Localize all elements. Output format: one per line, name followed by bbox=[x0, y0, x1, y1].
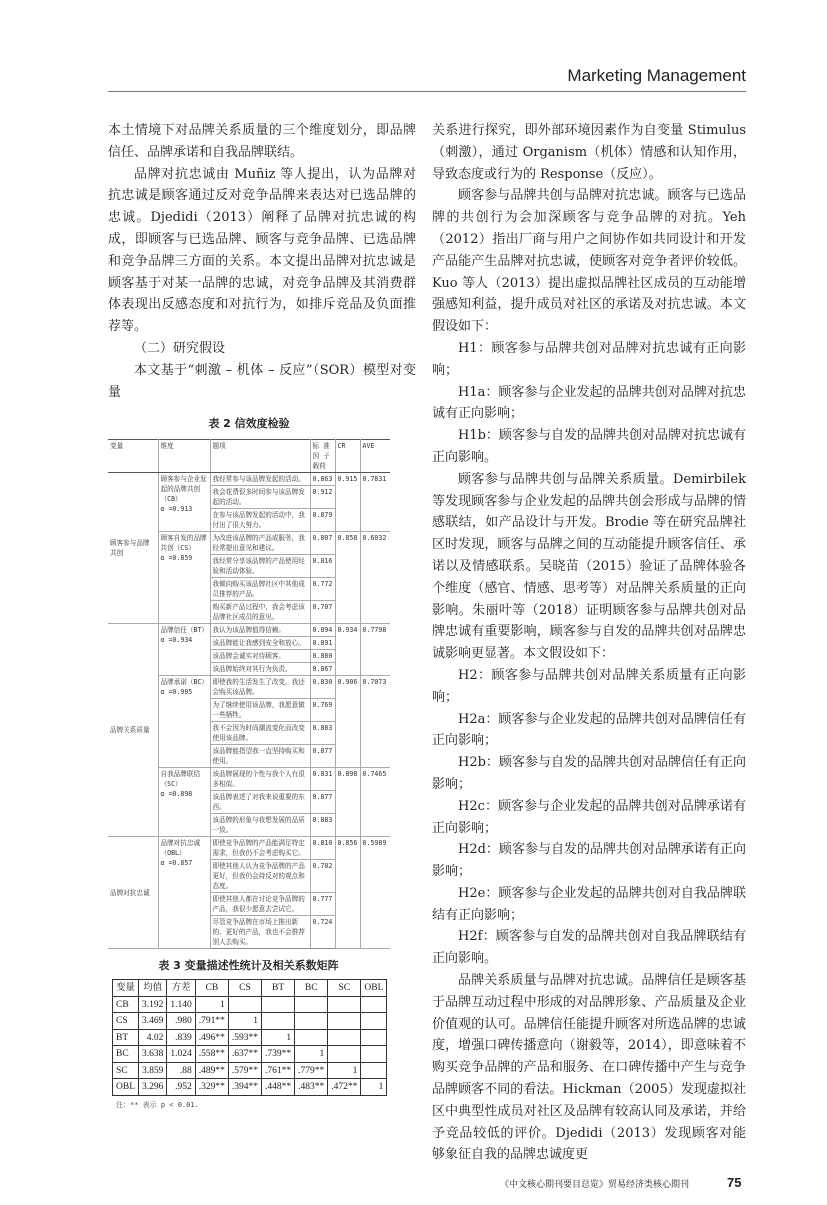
table-cell bbox=[361, 1029, 387, 1046]
paragraph: H2d：顾客参与自发的品牌共创对品牌承诺有正向影响； bbox=[432, 842, 746, 880]
factor-loading: 0.891 bbox=[310, 637, 335, 650]
paragraph: H2e：顾客参与企业发起的品牌共创对自我品牌联结有正向影响； bbox=[432, 885, 746, 923]
factor-loading: 0.772 bbox=[310, 578, 335, 601]
column-header: OBL bbox=[361, 980, 387, 997]
column-header: 标 准 因 子 载荷 bbox=[310, 440, 335, 473]
item-text: 该品牌能指望我一直坚持购买和使用。 bbox=[210, 745, 310, 768]
factor-loading: 0.863 bbox=[310, 473, 335, 486]
item-text: 尽管竞争品牌在市场上推出新的、更好的产品，我也不会推荐别人去购买。 bbox=[210, 916, 310, 949]
column-header: SC bbox=[328, 980, 361, 997]
table-cell: 3.192 bbox=[139, 996, 167, 1013]
paragraph: 本文基于“刺激 – 机体 – 反应”（SOR）模型对变量 bbox=[108, 362, 416, 400]
table-cell bbox=[361, 1046, 387, 1063]
ave-value: 0.7465 bbox=[360, 768, 390, 837]
factor-loading: 0.707 bbox=[310, 601, 335, 624]
ave-value: 0.7073 bbox=[360, 676, 390, 768]
table-cell: .448** bbox=[262, 1079, 295, 1096]
table-cell: .791** bbox=[195, 1013, 228, 1030]
cr-value: 0.906 bbox=[335, 676, 360, 768]
table-row bbox=[113, 996, 387, 1013]
factor-loading: 0.894 bbox=[310, 624, 335, 637]
factor-loading: 0.724 bbox=[310, 916, 335, 949]
table-row bbox=[113, 1013, 387, 1030]
dimension-name: 品牌对抗忠诚（OBL） bbox=[160, 839, 201, 858]
table-cell: CB bbox=[113, 996, 139, 1013]
table-cell bbox=[328, 1046, 361, 1063]
dimension-cell bbox=[158, 676, 210, 768]
table-cell: BT bbox=[113, 1029, 139, 1046]
table-cell bbox=[295, 1013, 328, 1030]
paragraph: H2f：顾客参与自发的品牌共创对自我品牌联结有正向影响。 bbox=[432, 929, 746, 967]
table-cell: SC bbox=[113, 1062, 139, 1079]
factor-loading: 0.883 bbox=[310, 814, 335, 837]
dimension-name: 品牌承诺（BC） bbox=[160, 678, 209, 687]
factor-loading: 0.877 bbox=[310, 791, 335, 814]
paragraph: H2a：顾客参与企业发起的品牌共创对品牌信任有正向影响； bbox=[432, 711, 746, 749]
table-cell: 1 bbox=[228, 1013, 261, 1030]
paragraph: H2：顾客参与品牌共创对品牌关系质量有正向影响； bbox=[432, 667, 746, 705]
item-text: 即使其他人都在讨论竞争品牌的产品，我很少愿意去尝试它。 bbox=[210, 893, 310, 916]
table-cell: .839 bbox=[167, 1029, 195, 1046]
table-cell bbox=[328, 1013, 361, 1030]
column-header: AVE bbox=[360, 440, 390, 473]
item-text: 我不会因为时尚潮流变化而改变使用该品牌。 bbox=[210, 722, 310, 745]
paragraph: H1a：顾客参与企业发起的品牌共创对品牌对抗忠诚有正向影响； bbox=[432, 384, 746, 422]
factor-loading: 0.883 bbox=[310, 722, 335, 745]
dimension-cell bbox=[158, 768, 210, 837]
table-cell: 3.859 bbox=[139, 1062, 167, 1079]
item-text: 我经常参与该品牌发起的活动。 bbox=[210, 473, 310, 486]
header-rule bbox=[108, 91, 746, 92]
table-cell bbox=[328, 996, 361, 1013]
item-text: 在参与该品牌发起的活动中，我付出了很大努力。 bbox=[210, 509, 310, 532]
item-text: 为改进该品牌的产品或服务，我经常提出意见和建议。 bbox=[210, 532, 310, 555]
ave-value: 0.7831 bbox=[360, 473, 390, 532]
table-cell: CS bbox=[113, 1013, 139, 1030]
table-cell: .739** bbox=[262, 1046, 295, 1063]
table-cell: .329** bbox=[195, 1079, 228, 1096]
table-cell: .779** bbox=[295, 1062, 328, 1079]
table-cell: 3.469 bbox=[139, 1013, 167, 1030]
table-cell: .483** bbox=[295, 1079, 328, 1096]
table-cell: 1.140 bbox=[167, 996, 195, 1013]
cr-value: 0.915 bbox=[335, 473, 360, 532]
paragraph: H2c：顾客参与企业发起的品牌共创对品牌承诺有正向影响； bbox=[432, 798, 746, 836]
table-cell: 1 bbox=[328, 1062, 361, 1079]
reliability-validity-table bbox=[108, 439, 390, 949]
cr-value: 0.856 bbox=[335, 837, 360, 949]
table2-caption: 表 2 信效度检验 bbox=[208, 417, 290, 431]
table-cell bbox=[262, 996, 295, 1013]
item-text: 我会花费很多时间参与该品牌发起的活动。 bbox=[210, 486, 310, 509]
item-text: 购买新产品过程中，我会考虑该品牌社区成员的意见。 bbox=[210, 601, 310, 624]
item-text: 即使我的生活发生了改变，我还会购买该品牌。 bbox=[210, 676, 310, 699]
item-text: 该品牌始终对其行为负责。 bbox=[210, 663, 310, 676]
paragraph: 关系进行探究，即外部环境因素作为自变量 Stimulus（刺激），通过 Organism（机体）情感和认知作用，导致态度或行为的 Response（反应）。 bbox=[432, 123, 746, 182]
paragraph: 顾客参与品牌共创与品牌关系质量。Demirbilek 等发现顾客参与企业发起的品牌共创会形成与品牌的情感联结，如产品设计与开发。Brodie 等在研究品牌社区时发现，顾客与品牌之间的互动能提升顾客信任、承诺以及情感联系。吴晓苗（2015）验证了品牌体验各个维度（感官、情感、思考等）对品牌关系质量的正向影响。朱丽叶等（2018）证明顾客参与品牌共创对品牌忠诚有重要影响，顾客参与自发的品牌共创对品牌忠诚影响更显著。本文假设如下： bbox=[432, 471, 746, 662]
table-cell bbox=[328, 1029, 361, 1046]
item-text: 我倾向购买该品牌社区中其他成员推荐的产品。 bbox=[210, 578, 310, 601]
factor-loading: 0.782 bbox=[310, 860, 335, 893]
variable-cell: 顾客参与品牌共创 bbox=[108, 473, 158, 624]
dimension-cell bbox=[158, 837, 210, 949]
table-cell bbox=[361, 1062, 387, 1079]
table-cell: .579** bbox=[228, 1062, 261, 1079]
table-cell: .496** bbox=[195, 1029, 228, 1046]
table-cell bbox=[361, 1013, 387, 1030]
dimension-name: 品牌信任（BT） bbox=[160, 626, 209, 635]
paragraph: H1b：顾客参与自发的品牌共创对品牌对抗忠诚有正向影响。 bbox=[432, 428, 746, 465]
item-text: 该品牌的形象与我想发展的品质一致。 bbox=[210, 814, 310, 837]
paragraph: 本土情境下对品牌关系质量的三个维度划分，即品牌信任、品牌承诺和自我品牌联结。 bbox=[108, 123, 416, 160]
factor-loading: 0.877 bbox=[310, 745, 335, 768]
column-header: CB bbox=[195, 980, 228, 997]
table-row bbox=[113, 1029, 387, 1046]
ave-value: 0.6032 bbox=[360, 532, 390, 624]
item-text: 即使其他人认为竞争品牌的产品更好，但我仍会持反对的观点和态度。 bbox=[210, 860, 310, 893]
table-cell: 1 bbox=[361, 1079, 387, 1096]
alpha-value: α =0.913 bbox=[160, 505, 193, 514]
table-cell bbox=[361, 996, 387, 1013]
alpha-value: α =0.857 bbox=[160, 859, 193, 868]
column-header: 变量 bbox=[108, 440, 158, 473]
table-cell: 1 bbox=[295, 1046, 328, 1063]
table-cell bbox=[228, 996, 261, 1013]
cr-value: 0.858 bbox=[335, 532, 360, 624]
table-cell bbox=[295, 1029, 328, 1046]
table-cell: .593** bbox=[228, 1029, 261, 1046]
item-text: 该品牌展现的个性与我个人有很多相似。 bbox=[210, 768, 310, 791]
table-row bbox=[113, 1046, 387, 1063]
table-row bbox=[108, 624, 390, 637]
dimension-cell bbox=[158, 532, 210, 624]
cr-value: 0.898 bbox=[335, 768, 360, 837]
variable-cell: 品牌对抗忠诚 bbox=[108, 837, 158, 949]
paragraph: 顾客参与品牌共创与品牌对抗忠诚。顾客与已选品牌的共创行为会加深顾客与竞争品牌的对抗。Yeh（2012）指出厂商与用户之间协作如共同设计和开发产品能产生品牌对抗忠诚，使顾客对竞争者评价较低。Kuo 等人（2013）提出虚拟品牌社区成员的互动能增强感知利益，提升成员对社区的承诺及对抗忠诚。本文假设如下： bbox=[432, 188, 746, 335]
table3-caption: 表 3 变量描述性统计及相关系数矩阵 bbox=[158, 959, 339, 973]
column-header: CR bbox=[335, 440, 360, 473]
dimension-cell bbox=[158, 473, 210, 532]
table-row bbox=[113, 1062, 387, 1079]
dimension-cell bbox=[158, 624, 210, 676]
item-text: 即使竞争品牌的产品能满足特定需求，但我仍不会考虑购买它。 bbox=[210, 837, 310, 860]
factor-loading: 0.867 bbox=[310, 663, 335, 676]
column-header: 维度 bbox=[158, 440, 210, 473]
table-row bbox=[113, 1079, 387, 1096]
table-cell: .980 bbox=[167, 1013, 195, 1030]
table-cell: .952 bbox=[167, 1079, 195, 1096]
column-header: CS bbox=[228, 980, 261, 997]
running-header: Marketing Management bbox=[567, 66, 746, 85]
alpha-value: α =0.934 bbox=[160, 636, 193, 645]
table-cell: .558** bbox=[195, 1046, 228, 1063]
factor-loading: 0.816 bbox=[310, 555, 335, 578]
table-cell bbox=[262, 1013, 295, 1030]
table-cell: .394** bbox=[228, 1079, 261, 1096]
paragraph: H1：顾客参与品牌共创对品牌对抗忠诚有正向影响； bbox=[432, 340, 746, 378]
left-column bbox=[108, 120, 416, 1110]
paragraph: 品牌对抗忠诚由 Muñiz 等人提出，认为品牌对抗忠诚是顾客通过反对竞争品牌来表达对已选品牌的忠诚。Djedidi（2013）阐释了品牌对抗忠诚的构成，即顾客与已选品牌、顾客与竞争品牌、已选品牌和竞争品牌三方面的关系。本文提出品牌对抗忠诚是顾客基于对某一品牌的忠诚，对竞争品牌及其消费群体表现出反感态度和对抗行为，如排斥竞品及负面推荐等。 bbox=[108, 166, 416, 335]
cr-value: 0.934 bbox=[335, 624, 360, 676]
factor-loading: 0.830 bbox=[310, 676, 335, 699]
table-cell: OBL bbox=[113, 1079, 139, 1096]
table-cell: 3.638 bbox=[139, 1046, 167, 1063]
page-number: 75 bbox=[727, 1175, 742, 1190]
item-text: 该品牌表述了对我来说重要的东西。 bbox=[210, 791, 310, 814]
dimension-name: 顾客自发的品牌共创（CS） bbox=[160, 534, 207, 553]
item-text: 该品牌会诚实对待顾客。 bbox=[210, 650, 310, 663]
factor-loading: 0.912 bbox=[310, 486, 335, 509]
table-cell: 4.02 bbox=[139, 1029, 167, 1046]
dimension-name: 自我品牌联结（SC） bbox=[160, 770, 201, 789]
table-header-row bbox=[113, 980, 387, 997]
ave-value: 0.7798 bbox=[360, 624, 390, 676]
correlation-matrix-table bbox=[112, 979, 387, 1096]
column-header: 方差 bbox=[167, 980, 195, 997]
item-text: 为了继续使用该品牌，我愿意做一些牺牲。 bbox=[210, 699, 310, 722]
table-cell: 3.296 bbox=[139, 1079, 167, 1096]
table-cell: 1.024 bbox=[167, 1046, 195, 1063]
alpha-value: α =0.905 bbox=[160, 688, 193, 697]
column-header: BC bbox=[295, 980, 328, 997]
alpha-value: α =0.859 bbox=[160, 554, 193, 563]
item-text: 该品牌能让我感到安全和放心。 bbox=[210, 637, 310, 650]
column-header: BT bbox=[262, 980, 295, 997]
table-cell: 1 bbox=[262, 1029, 295, 1046]
factor-loading: 0.769 bbox=[310, 699, 335, 722]
factor-loading: 0.807 bbox=[310, 532, 335, 555]
factor-loading: 0.777 bbox=[310, 893, 335, 916]
table-header-row bbox=[108, 440, 390, 473]
table-row bbox=[108, 473, 390, 486]
journal-footer: 《中文核心期刊要目总览》贸易经济类核心期刊 bbox=[500, 1180, 690, 1190]
factor-loading: 0.810 bbox=[310, 837, 335, 860]
column-header: 均值 bbox=[139, 980, 167, 997]
table3-note: 注：** 表示 p < 0.01. bbox=[116, 1100, 199, 1109]
table-cell: BC bbox=[113, 1046, 139, 1063]
column-header: 变量 bbox=[113, 980, 139, 997]
paragraph: H2b：顾客参与自发的品牌共创对品牌信任有正向影响； bbox=[432, 755, 746, 792]
table-cell: .761** bbox=[262, 1062, 295, 1079]
right-column bbox=[432, 120, 746, 1166]
table-row bbox=[108, 837, 390, 860]
column-header: 题项 bbox=[210, 440, 310, 473]
table-cell bbox=[295, 996, 328, 1013]
table-cell: .88 bbox=[167, 1062, 195, 1079]
factor-loading: 0.831 bbox=[310, 768, 335, 791]
factor-loading: 0.879 bbox=[310, 509, 335, 532]
table-cell: 1 bbox=[195, 996, 228, 1013]
table-cell: .472** bbox=[328, 1079, 361, 1096]
variable-cell: 品牌关系质量 bbox=[108, 624, 158, 837]
ave-value: 0.5989 bbox=[360, 837, 390, 949]
table-cell: .489** bbox=[195, 1062, 228, 1079]
dimension-name: 顾客参与企业发起的品牌共创（CB） bbox=[160, 475, 207, 504]
alpha-value: α =0.898 bbox=[160, 790, 193, 799]
factor-loading: 0.880 bbox=[310, 650, 335, 663]
section-heading: （二）研究假设 bbox=[134, 340, 226, 356]
paragraph: 品牌关系质量与品牌对抗忠诚。品牌信任是顾客基于品牌互动过程中形成的对品牌形象、产品质量及企业价值观的认可。品牌信任能提升顾客对所选品牌的忠诚度，增强口碑传播意向（谢毅等，2014），即意味着不购买竞争品牌的产品和服务、在口碑传播中产生与竞争品牌顾客不同的看法。Hickman（2005）发现虚拟社区中典型性成员对社区及品牌有较高认同及承诺，并给予竞品较低的评价。Djedidi（2013）发现顾客对能够象征自我的品牌忠诚度更 bbox=[432, 973, 746, 1163]
item-text: 我经常分享该品牌的产品使用经验和活动体验。 bbox=[210, 555, 310, 578]
item-text: 我认为该品牌值得信赖。 bbox=[210, 624, 310, 637]
table-cell: .637** bbox=[228, 1046, 261, 1063]
